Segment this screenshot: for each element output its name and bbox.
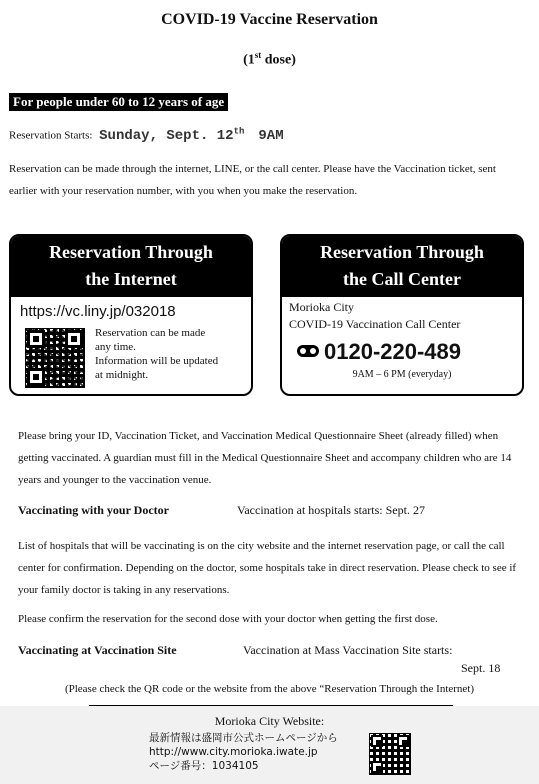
footer-jp-line: 最新情報は盛岡市公式ホームページから: [149, 732, 338, 744]
phone-number[interactable]: [297, 339, 461, 365]
internet-heading-line2: the Internet: [85, 269, 177, 289]
qr-finder: [371, 761, 383, 773]
site-heading: Vaccinating at Vaccination Site: [18, 643, 177, 657]
call-city: Morioka City: [289, 300, 354, 314]
call-heading-line1: Reservation Through: [320, 242, 484, 262]
reservation-start: [9, 126, 284, 144]
call-box-heading: [282, 236, 522, 297]
second-dose-text: Please confirm the reservation for the second dose with your doctor when getting the first dose.: [18, 613, 438, 625]
internet-heading-line1: Reservation Through: [49, 242, 213, 262]
call-hours: 9AM – 6 PM (everyday): [352, 369, 452, 380]
call-heading-line2: the Call Center: [343, 269, 461, 289]
site-start-label: Vaccination at Mass Vaccination Site starts:: [243, 643, 453, 657]
city-website-link[interactable]: http://www.city.morioka.iwate.jp: [149, 746, 318, 758]
city-website-qr-code[interactable]: [369, 733, 411, 775]
footer-title: Morioka City Website:: [214, 714, 325, 728]
qr-finder: [65, 330, 83, 348]
internet-note-line: any time.: [95, 341, 136, 353]
start-day-text: Sunday, Sept. 12: [99, 127, 234, 144]
reservation-start-day: [99, 128, 283, 144]
internet-note-line: Information will be updated: [95, 355, 219, 367]
internet-note-line: at midnight.: [95, 369, 149, 381]
dose-close: dose): [261, 52, 296, 68]
reservation-qr-code[interactable]: [25, 328, 85, 388]
bring-items-text: Please bring your ID, Vaccination Ticket, and Vaccination Medical Questionnaire Sheet (already filled) when getting vaccinated. A guardian must fill in the Medical Questionnaire Sheet and accompany children who are 14 years and younger to the vaccination venue.: [18, 430, 512, 486]
footer-info: [149, 731, 338, 773]
internet-box-heading: [11, 236, 251, 297]
doctor-heading: Vaccinating with your Doctor: [18, 503, 169, 517]
qr-finder: [27, 368, 45, 386]
doctor-start-date: Vaccination at hospitals starts: Sept. 27: [237, 503, 425, 517]
reservation-url-link[interactable]: https://vc.liny.jp/032018: [20, 303, 176, 320]
phone-text: 0120-220-489: [324, 339, 462, 364]
start-day-sup: th: [233, 126, 245, 136]
footer-page-number: ページ番号：1034105: [149, 760, 259, 772]
internet-note-line: Reservation can be made: [95, 327, 206, 339]
qr-finder: [27, 330, 45, 348]
page-title: COVID-19 Vaccine Reservation: [161, 11, 378, 28]
dose-sup: st: [254, 50, 262, 60]
age-banner: For people under 60 to 12 years of age: [9, 93, 228, 111]
free-dial-icon: [297, 345, 319, 357]
qr-finder: [371, 735, 383, 747]
internet-note: [95, 326, 255, 382]
site-note: (Please check the QR code or the website from the above “Reservation Through the Internet): [64, 683, 475, 695]
hospital-list-text: List of hospitals that will be vaccinating is on the city website and the internet reservation page, or call the call center for confirmation. Depending on the doctor, some hospitals take in direct reservation. Please check to see if your family doctor is taking in any reservations.: [18, 540, 517, 596]
qr-finder: [397, 735, 409, 747]
start-time: 9AM: [258, 127, 284, 144]
dose-subtitle: [0, 50, 539, 69]
dose-open: (1: [243, 52, 255, 68]
reservation-start-label: Reservation Starts:: [9, 129, 93, 142]
site-start-date: Sept. 18: [461, 661, 501, 675]
intro-text: Reservation can be made through the internet, LINE, or the call center. Please have the Vaccination ticket, sent earlier with your reservation number, with you when you make the reservation.: [9, 163, 496, 197]
call-center-name: [289, 299, 460, 333]
call-center-label: COVID-19 Vaccination Call Center: [289, 317, 461, 331]
